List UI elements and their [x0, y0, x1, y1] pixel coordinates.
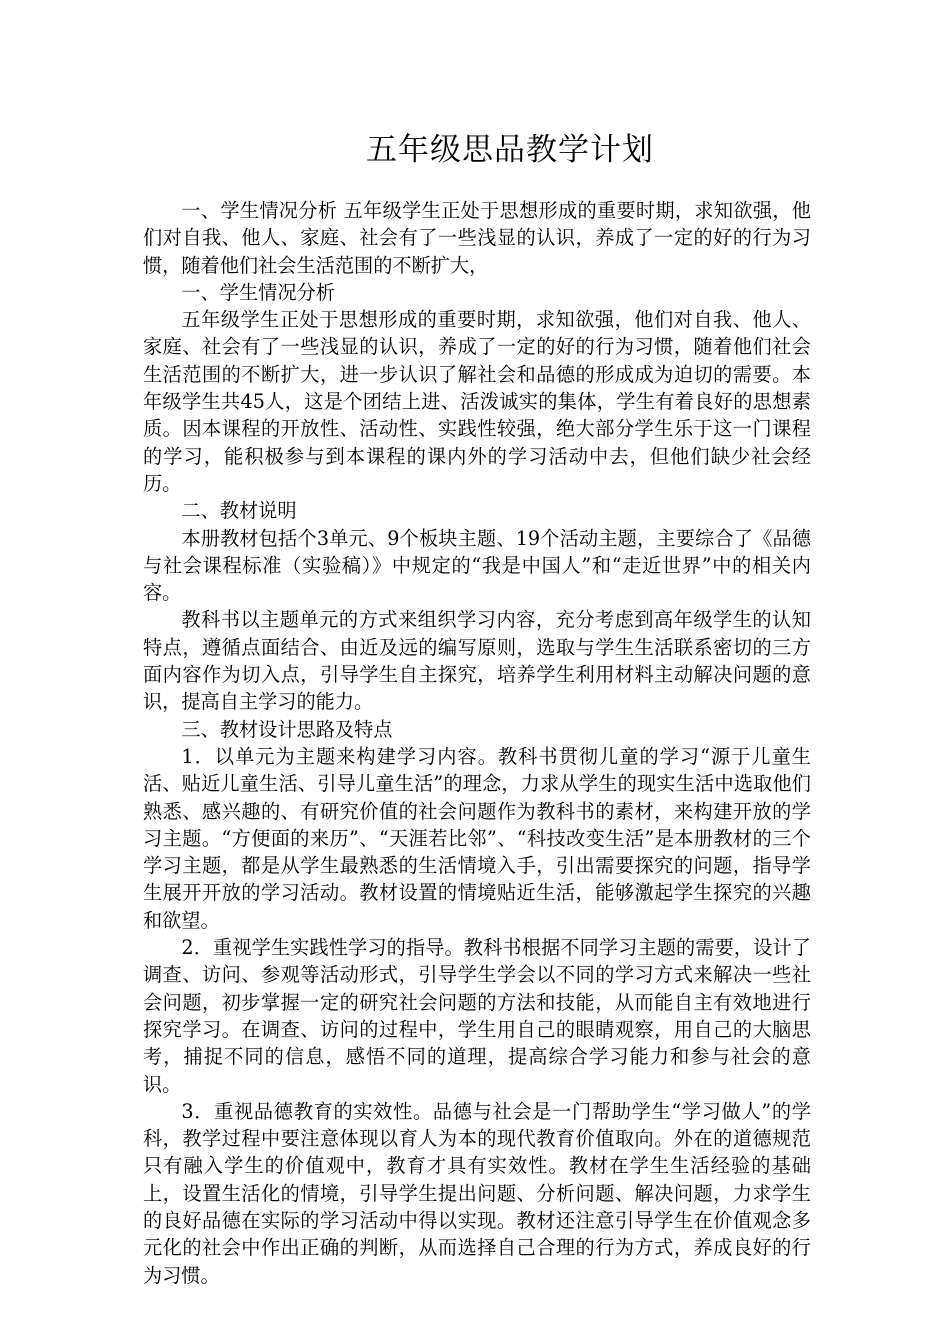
paragraph-intro: 一、学生情况分析 五年级学生正处于思想形成的重要时期，求知欲强，他们对自我、他人、家庭、社会有了一些浅显的认识，养成了一定的好的行为习惯，随着他们社会生活范围的不断扩大， [143, 199, 811, 277]
heading-textbook-description: 二、教材说明 [181, 499, 297, 523]
heading-design-features: 三、教材设计思路及特点 [181, 717, 393, 741]
paragraph-textbook-organization: 教科书以主题单元的方式来组织学习内容，充分考虑到高年级学生的认知特点，遵循点面结合、由近及远的编写原则，选取与学生生活联系密切的三方面内容作为切入点，引导学生自主探究，培养学生利用材料主动解决问题的意识，提高自主学习的能力。 [143, 608, 811, 714]
heading-student-analysis: 一、学生情况分析 [181, 280, 335, 304]
paragraph-feature-1: 1．以单元为主题来构建学习内容。教科书贯彻儿童的学习“源于儿童生活、贴近儿童生活、引导儿童生活”的理念，力求从学生的现实生活中选取他们熟悉、感兴趣的、有研究价值的社会问题作为教科书的素材，来构建开放的学习主题。“方便面的来历”、“天涯若比邻”、“科技改变生活”是本册教材的三个学习主题，都是从学生最熟悉的生活情境入手，引出需要探究的问题，指导学生展开开放的学习活动。教材设置的情境贴近生活，能够激起学生探究的兴趣和欲望。 [143, 744, 811, 932]
paragraph-feature-3: 3．重视品德教育的实效性。品德与社会是一门帮助学生“学习做人”的学科，教学过程中要注意体现以育人为本的现代教育价值取向。外在的道德规范只有融入学生的价值观中，教育才具有实效性。教材在学生生活经验的基础上，设置生活化的情境，引导学生提出问题、分析问题、解决问题，力求学生的良好品德在实际的学习活动中得以实现。教材还注意引导学生在价值观念多元化的社会中作出正确的判断，从而选择自己合理的行为方式，养成良好的行为习惯。 [143, 1099, 811, 1287]
paragraph-textbook-content: 本册教材包括个3单元、9个板块主题、19个活动主题，主要综合了《品德与社会课程标准（实验稿）》中规定的“我是中国人”和“走近世界”中的相关内容。 [143, 526, 811, 605]
paragraph-feature-2: 2．重视学生实践性学习的指导。教科书根据不同学习主题的需要，设计了调查、访问、参观等活动形式，引导学生学会以不同的学习方式来解决一些社会问题，初步掌握一定的研究社会问题的方法和技能，从而能自主有效地进行探究学习。在调查、访问的过程中，学生用自己的眼睛观察，用自己的大脑思考，捕捉不同的信息，感悟不同的道理，提高综合学习能力和参与社会的意识。 [143, 936, 811, 1096]
paragraph-student-analysis: 五年级学生正处于思想形成的重要时期，求知欲强，他们对自我、他人、家庭、社会有了一些浅显的认识，养成了一定的好的行为习惯，随着他们社会生活范围的不断扩大，进一步认识了解社会和品德的形成成为迫切的需要。本年级学生共45人，这是个团结上进、活泼诚实的集体，学生有着良好的思想素质。因本课程的开放性、活动性、实践性较强，绝大部分学生乐于这一门课程的学习，能积极参与到本课程的课内外的学习活动中去，但他们缺少社会经历。 [143, 308, 811, 495]
document-body [143, 197, 811, 1289]
document-title: 五年级思品教学计划 [366, 132, 654, 168]
